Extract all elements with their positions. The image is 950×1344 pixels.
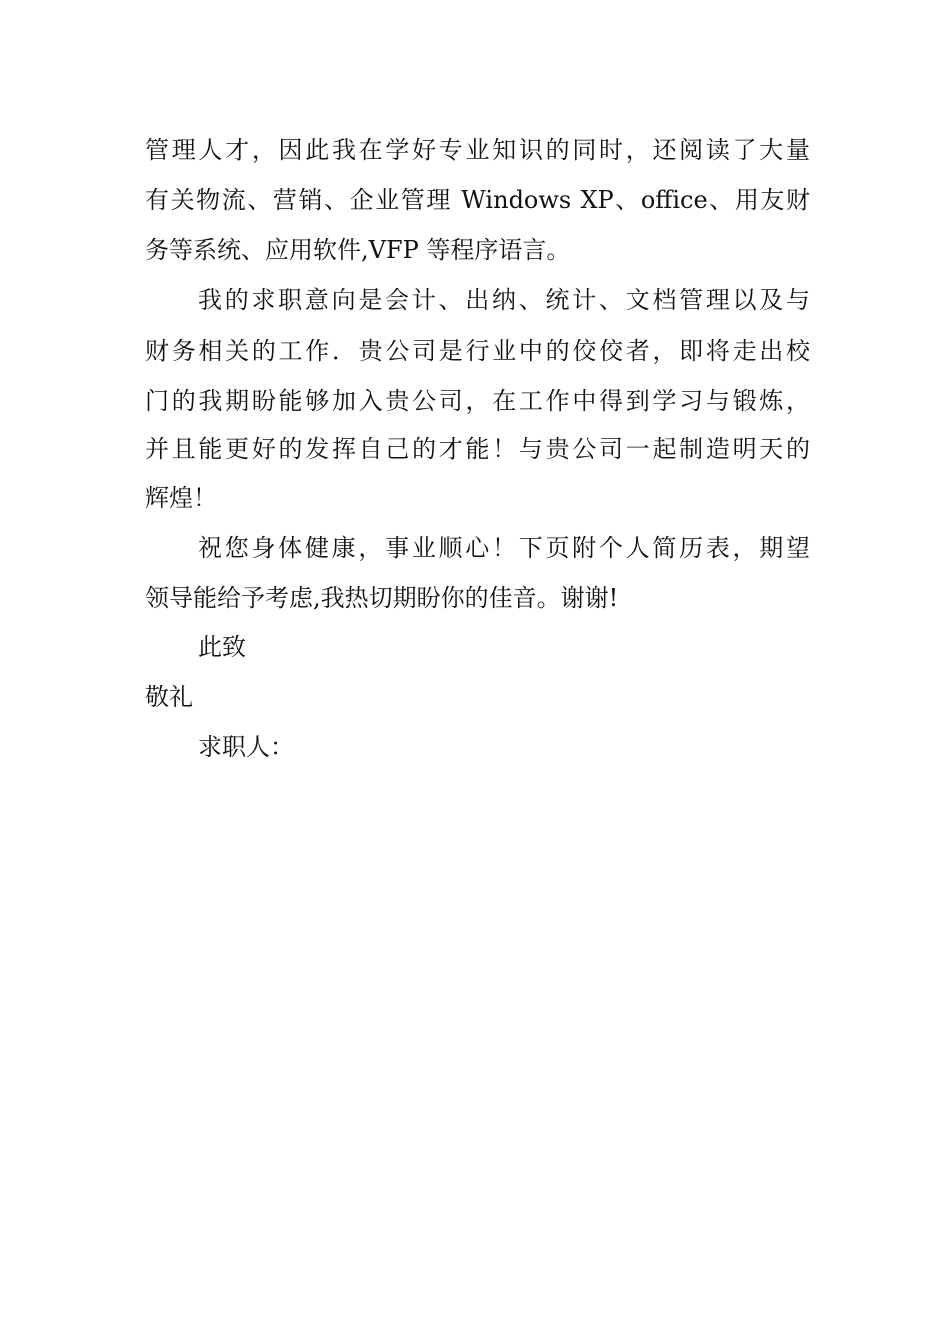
paragraph-line: 管理人才，因此我在学好专业知识的同时，还阅读了大量 bbox=[145, 136, 810, 164]
paragraph-line: 务等系统、应用软件,VFP 等程序语言。 bbox=[145, 236, 571, 264]
paragraph-line: 门的我期盼能够加入贵公司，在工作中得到学习与锻炼， bbox=[145, 387, 810, 415]
paragraph-line: 我的求职意向是会计、出纳、统计、文档管理以及与 bbox=[198, 286, 810, 314]
paragraph-line: 辉煌！ bbox=[145, 484, 217, 512]
closing-text: 此致 bbox=[198, 633, 246, 661]
paragraph-line: 有关物流、营销、企业管理 Windows XP、office、用友财 bbox=[145, 186, 810, 214]
signature-label: 求职人： bbox=[198, 733, 294, 761]
salute-text: 敬礼 bbox=[145, 683, 193, 711]
paragraph-line: 并且能更好的发挥自己的才能！与贵公司一起制造明天的 bbox=[145, 435, 810, 463]
paragraph-line: 领导能给予考虑,我热切期盼你的佳音。谢谢! bbox=[145, 584, 619, 612]
paragraph-line: 财务相关的工作．贵公司是行业中的佼佼者，即将走出校 bbox=[145, 337, 810, 365]
paragraph-line: 祝您身体健康，事业顺心！下页附个人简历表，期望 bbox=[198, 534, 810, 562]
